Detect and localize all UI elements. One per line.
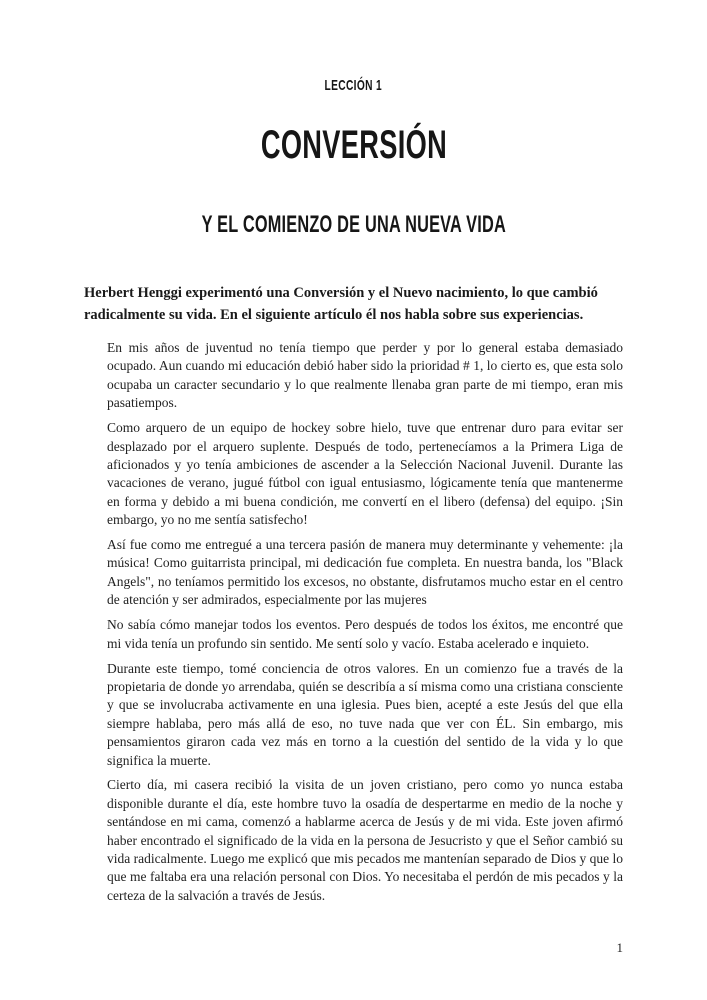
body-paragraph: Como arquero de un equipo de hockey sobre hielo, tuve que entrenar duro para evitar ser desplazado por el arquero suplente. Después de todo, pertenecíamos a la Primera Liga de aficionados y yo tenía ambiciones de ascender a la Selección Nacional Juvenil. Durante las vacaciones de verano, jugué fútbol con igual entusiasmo, lógicamente tenía que mantenerme en forma y debido a mi buena condición, me convertí en el libero (defensa) del equipo. ¡Sin embargo, yo no me sentía satisfecho!	[107, 420, 623, 528]
page-subtitle-text: Y EL COMIENZO DE UNA NUEVA VIDA	[201, 211, 506, 238]
body-paragraph: No sabía cómo manejar todos los eventos. Pero después de todos los éxitos, me encontré que mi vida tenía un profundo sin sentido. Me sentí solo y vacío. Estaba acelerado e inquieto.	[107, 617, 623, 651]
page-title-text: CONVERSIÓN	[260, 123, 447, 167]
body-paragraph: Cierto día, mi casera recibió la visita de un joven cristiano, pero como yo nunca estaba disponible durante el día, este hombre tuvo la osadía de despertarme en medio de la noche y sentándose en mi cama, comenzó a hablarme acerca de Jesús y de mi vida. Este joven afirmó haber encontrado el significado de la vida en la persona de Jesucristo y que el Señor cambió su vida radicalmente. Luego me explicó que mis pecados me mantenían separado de Dios y que lo que me faltaba era una relación personal con Dios. Yo necesitaba el perdón de mis pecados y la certeza de la salvación a través de Jesús.	[107, 777, 623, 903]
lesson-label-text: LECCIÓN 1	[324, 77, 383, 94]
lesson-label	[0, 0, 707, 95]
page-subtitle	[0, 211, 707, 239]
page-title	[0, 125, 707, 165]
page-number: 1	[616, 940, 623, 955]
body-paragraph: En mis años de juventud no tenía tiempo que perder y por lo general estaba demasiado ocupado. Aun cuando mi educación debió haber sido la prioridad # 1, lo cierto es, que esta solo ocupaba un caracter secundario y lo que realmente llenaba gran parte de mi tiempo, eran mis pasatiempos.	[107, 340, 623, 411]
article-body	[107, 339, 623, 905]
intro-paragraph: Herbert Henggi experimentó una Conversión y el Nuevo nacimiento, lo que cambió radicalmente su vida. En el siguiente artículo él nos habla sobre sus experiencias.	[84, 285, 598, 323]
body-paragraph: Durante este tiempo, tomé conciencia de otros valores. En un comienzo fue a través de la propietaria de donde yo arrendaba, quién se describía a sí misma como una cristiana consciente y que se involucraba activamente en una iglesia. Pues bien, acepté a este Jesús del que ella siempre hablaba, pero más allá de eso, no tuve nada que ver con ÉL. Sin embargo, mis pensamientos giraron cada vez más en torno a la cuestión del sentido de la vida y lo que significa la muerte.	[107, 660, 623, 768]
body-paragraph: Así fue como me entregué a una tercera pasión de manera muy determinante y vehemente: ¡la música! Como guitarrista principal, mi dedicación fue completa. En nuestra banda, los "Black Angels", no teníamos permitido los excesos, no obstante, disfrutamos mucho estar en el centro de atención y ser admirados, especialmente por las mujeres	[107, 537, 623, 608]
